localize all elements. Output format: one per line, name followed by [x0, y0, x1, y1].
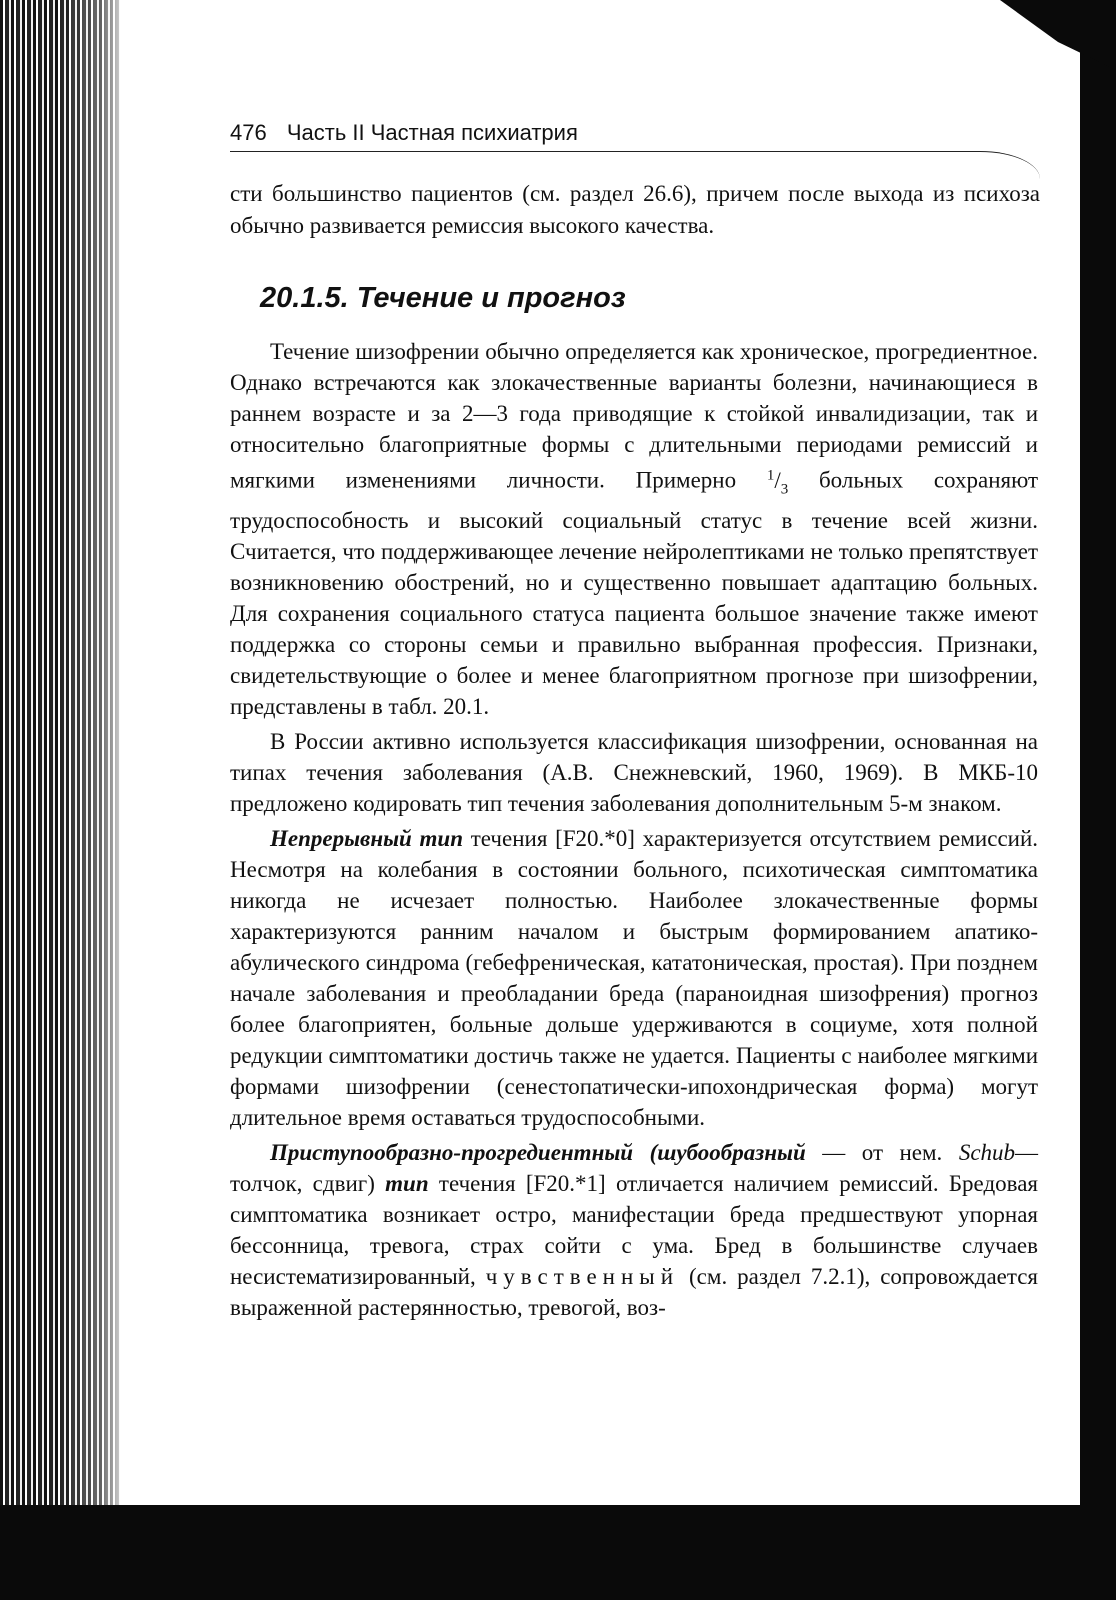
- paragraph-course: [230, 336, 1038, 722]
- term-continuous-type: Непрерывный тип: [270, 826, 464, 852]
- paragraph-course-part1: Течение шизофрении обычно определяется как хроническое, прогредиентное. Однако встречаются как злокачественные варианты болезни, начинающиеся в раннем возрасте и за 2—3 года приводящие к стойкой инвалидизации, так и относительно благоприятные формы с длительными периодами ремиссий и мягкими изменениями личности. Примерно: [230, 339, 1038, 493]
- shift-text-c: течения [F20.*1] отличается наличием ремиссий. Бредовая симптоматика возникает остро, манифестации бреда предшествуют упорная бессонница, тревога, страх сойти с ума. Бред в большинстве случаев несистематизированный,: [230, 1171, 1039, 1290]
- scan-edge-right: [1080, 0, 1116, 1600]
- binding-fade: [60, 0, 130, 1600]
- scan-edge-bottom: [0, 1505, 1116, 1600]
- body-text: [230, 336, 1038, 1327]
- running-title: Часть II Частная психиатрия: [286, 120, 578, 145]
- lead-paragraph: сти большинство пациентов (см. раздел 26.6), причем после выхода из психоза обычно развивается ремиссия высокого качества.: [230, 181, 1040, 238]
- section-title-text: Течение и прогноз: [356, 282, 626, 314]
- paragraph-shift-type: [230, 1137, 1038, 1323]
- shift-text-b: — толчок, сдвиг): [230, 1140, 1039, 1197]
- section-heading: [260, 282, 626, 315]
- paragraph-classification: В России активно используется классификация шизофрении, основанная на типах течения заболевания (А.В. Снежневский, 1960, 1969). В МКБ-10 предложено кодировать тип течения заболевания дополнительным 5-м знаком.: [230, 729, 1038, 817]
- spaced-word-sensory: чувственный: [485, 1264, 680, 1290]
- shift-text-a: — от нем.: [822, 1140, 943, 1166]
- foreign-word-schub: Schub: [958, 1140, 1016, 1166]
- fraction-denominator: 3: [780, 481, 789, 498]
- header-rule: [230, 151, 980, 152]
- section-number: 20.1.5.: [260, 282, 349, 314]
- running-header: [230, 120, 578, 146]
- paragraph-continuous-text: течения [F20.*0] характеризуется отсутствием ремиссий. Несмотря на колебания в состоянии больного, психотическая симптоматика никогда не исчезает полностью. Наиболее злокачественные формы характеризуются ранним началом и быстрым формированием апатико-абулического синдрома (гебефреническая, кататоническая, простая). При позднем начале заболевания и преобладании бреда (параноидная шизофрения) прогноз более благоприятен, больные дольше удерживаются в социуме, хотя полной редукции симптоматики достичь также не удается. Пациенты с наиболее мягкими формами шизофрении (сенестопатически-ипохондрическая форма) могут длительное время оставаться трудоспособными.: [230, 826, 1039, 1131]
- shift-text-d: (см. раздел 7.2.1), сопровождается выраженной растерянностью, тревогой, воз-: [230, 1264, 1038, 1321]
- paragraph-course-part2: больных сохраняют трудоспособность и высокий социальный статус в течение всей жизни. Считается, что поддерживающее лечение нейролептиками не только препятствует возникновению обострений, но и существенно повышает адаптацию больных. Для сохранения социального статуса пациента большое значение также имеют поддержка со стороны семьи и правильно выбранная профессия. Признаки, свидетельствующие о более и менее благоприятном прогнозе при шизофрении, представлены в табл. 20.1.: [230, 467, 1039, 720]
- page-number: 476: [230, 120, 267, 145]
- fraction-numerator: 1: [766, 467, 775, 483]
- term-shift-type: Приступообразно-прогредиентный (шубообразный: [270, 1140, 806, 1166]
- paragraph-continuous-type: [230, 823, 1038, 1133]
- fraction-one-third: $^1/_3$: [766, 467, 789, 498]
- term-type: тип: [385, 1171, 429, 1197]
